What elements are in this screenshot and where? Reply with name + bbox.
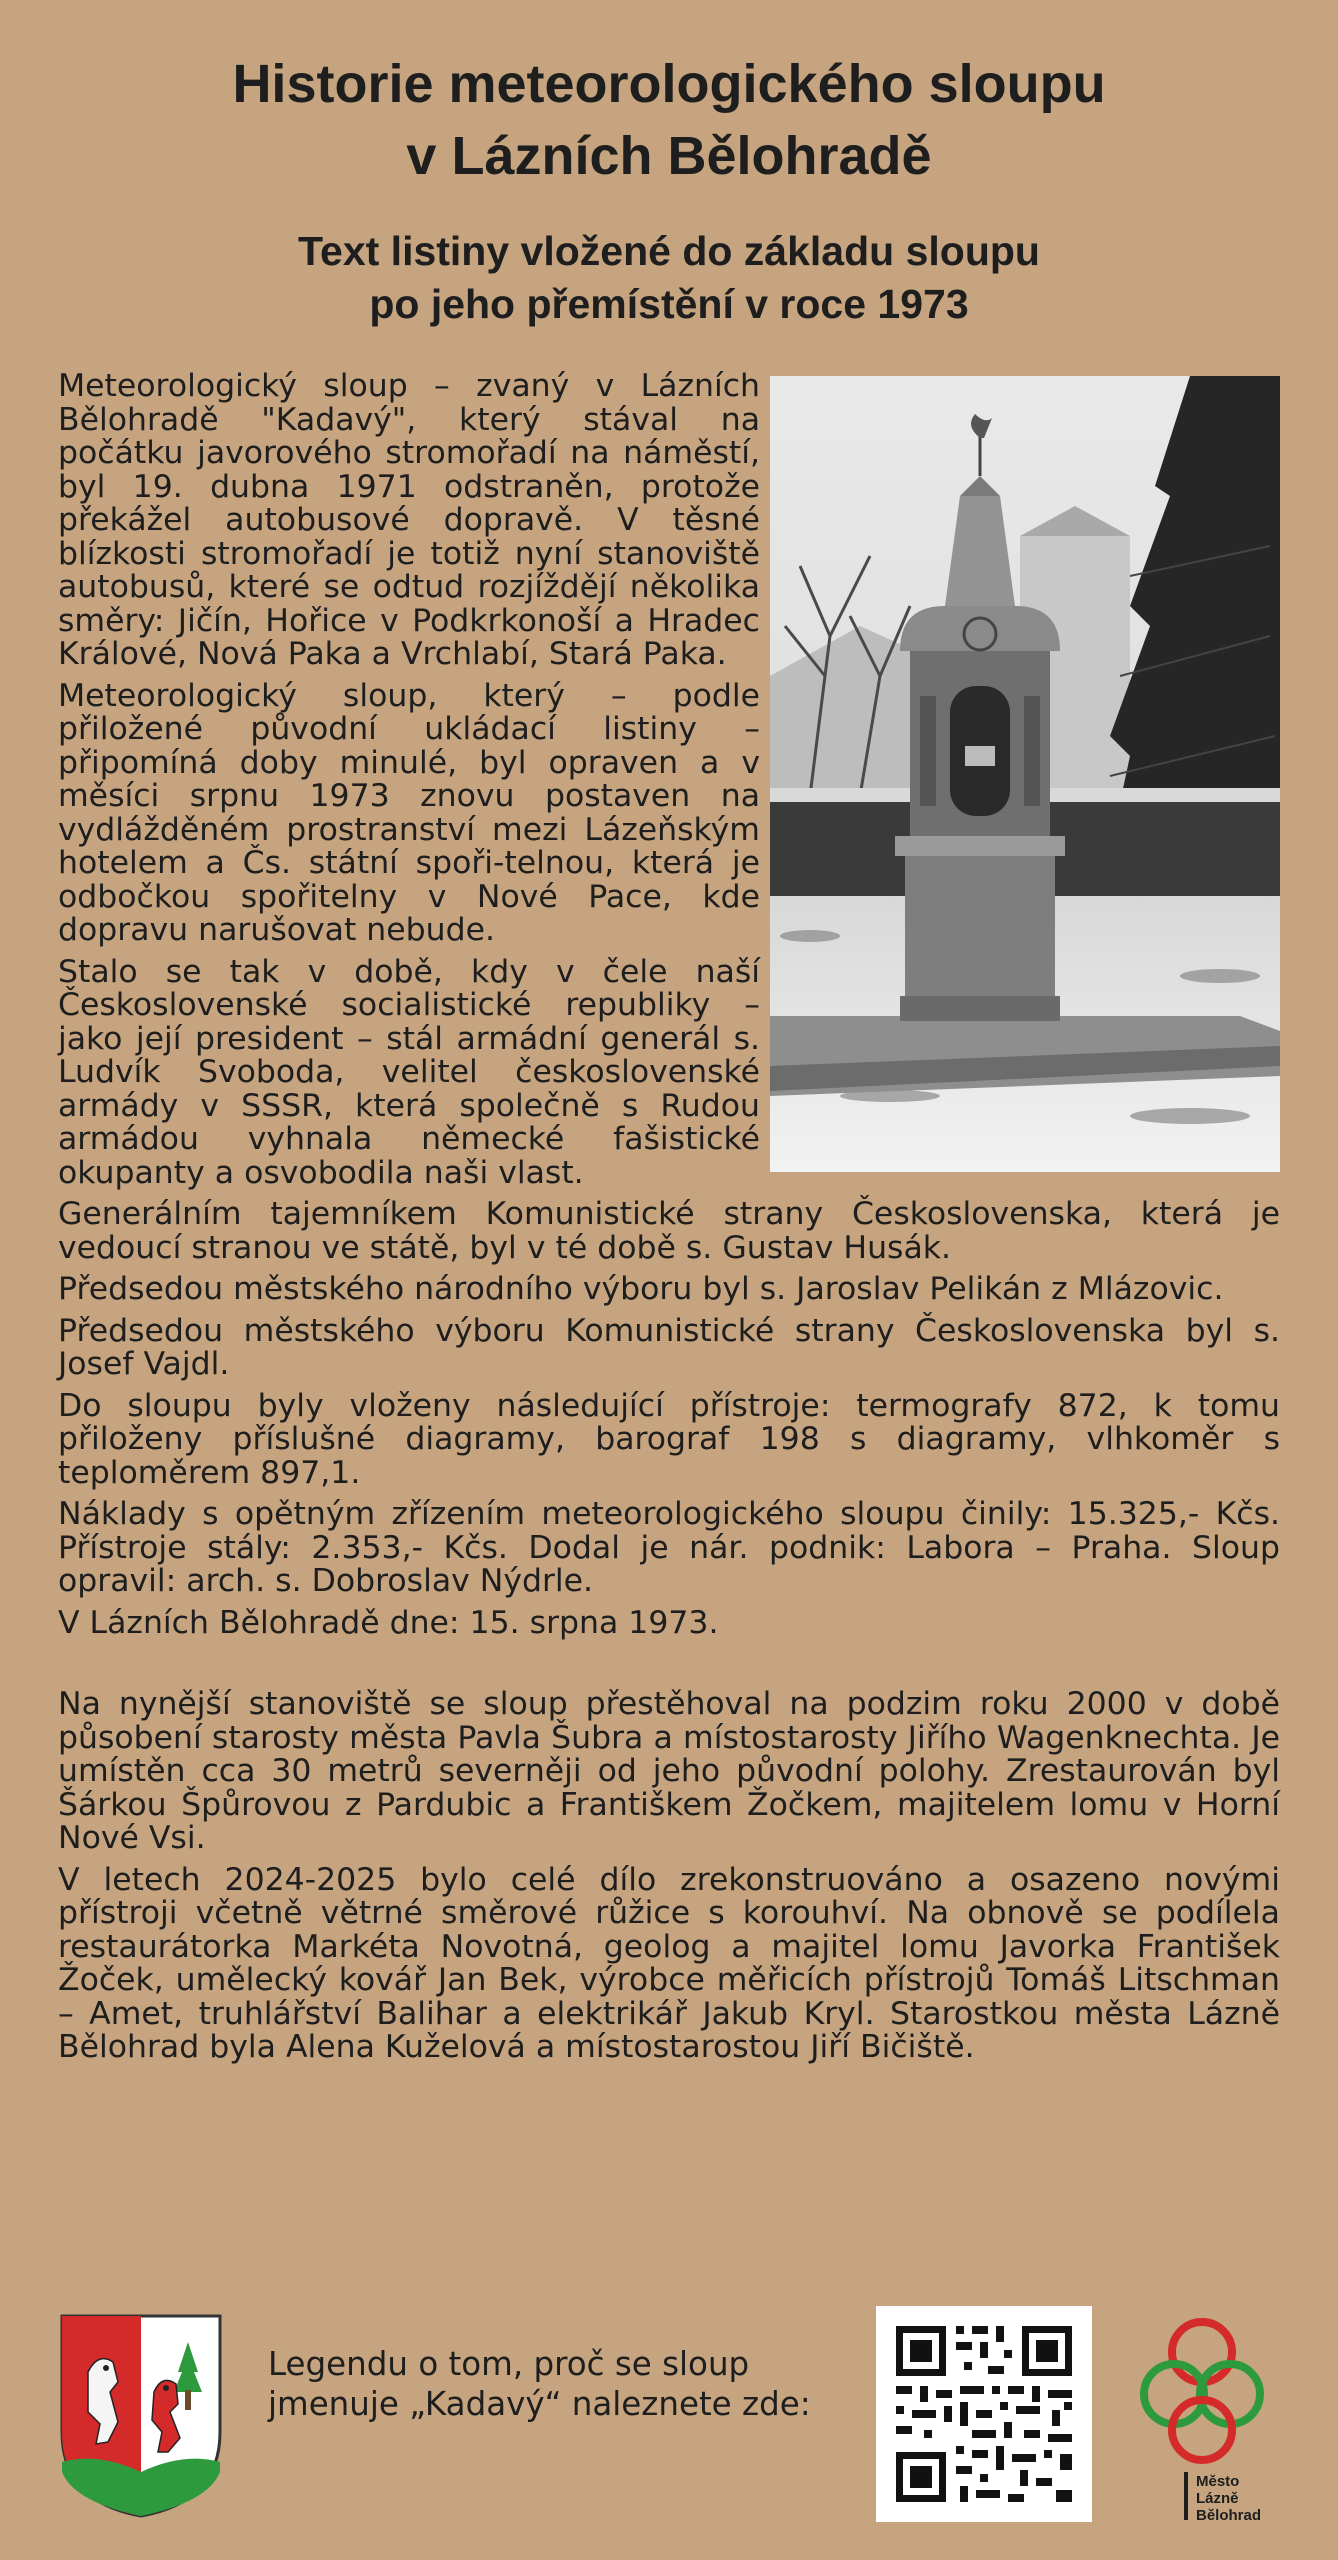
coat-of-arms-icon — [58, 2312, 224, 2520]
town-logo-icon — [1124, 2312, 1280, 2522]
section-gap — [58, 1648, 1280, 1688]
subtitle-line-1: Text listiny vložené do základu sloupu — [298, 228, 1040, 274]
paragraph: Do sloupu byly vloženy následující přístroje: termografy 872, k tomu přiloženy příslušné diagramy, barograf 198 s diagramy, vlhkoměr s teploměrem 897,1. — [58, 1387, 1280, 1491]
qr-code-icon — [876, 2306, 1092, 2522]
paragraph-modern: V letech 2024-2025 bylo celé dílo zrekonstruováno a osazeno novými přístroji včetně větrné směrové růžice s korouhví. Na obnově se podílela restaurátorka Markéta Novotná, geolog a majitel lomu Javorka František Žoček, umělecký kovář Jan Bek, výrobce měřicích přístrojů Tomáš Litschman – Amet, truhlářství Balihar a elektrikář Jakub Kryl. Starostkou města Lázně Bělohrad byla Alena Kuželová a místostarostou Jiří Bičiště. — [58, 1861, 1280, 2065]
paragraph: Meteorologický sloup – zvaný v Lázních Bělohradě "Kadavý", který stával na počátku javorového stromořadí na náměstí, byl 19. dubna 1971 odstraněn, protože překážel autobusové dopravě. V těsné blízkosti stromořadí je totiž nyní stanoviště autobusů, které se odtud rozjíždějí několika směry: Jičín, Hořice v Podkrkonoší a Hradec Králové, Nová Paka a Vrchlabí, Stará Paka. — [58, 368, 760, 672]
paragraph: Meteorologický sloup, který – podle přiložené původní ukládací listiny – připomíná doby minulé, byl opraven a v měsíci srpnu 1973 znovu postaven na vydlážděném prostranství mezi Lázeňským hotelem a Čs. státní spoři-telnou, která je odbočkou spořitelny v Nové Pace, kde dopravu narušovat nebude. — [58, 677, 760, 948]
title-line-2: v Lázních Bělohradě — [406, 126, 932, 186]
paragraph: Předsedou městského výboru Komunistické strany Československa byl s. Josef Vajdl. — [58, 1312, 1280, 1382]
legend-text — [268, 2344, 848, 2424]
paragraph: Náklady s opětným zřízením meteorologického sloupu činily: 15.325,- Kčs. Přístroje stály: 2.353,- Kčs. Dodal je nár. podnik: Labora – Praha. Sloup opravil: arch. s. Dobroslav Nýdrle. — [58, 1496, 1280, 1599]
photo-spacer — [760, 370, 1280, 1175]
body-text — [58, 370, 1280, 2073]
qr-code[interactable] — [876, 2306, 1092, 2522]
paragraph-modern: Na nynější stanoviště se sloup přestěhoval na podzim roku 2000 v době působení starosty města Pavla Šubra a místostarosty Jiřího Wagenknechta. Je umístěn cca 30 metrů severněji od jeho původní polohy. Zrestaurován byl Šárkou Špůrovou z Pardubic a Františkem Žočkem, majitelem lomu v Horní Nové Vsi. — [58, 1686, 1280, 1856]
logo-text-1: Město — [1196, 2473, 1240, 2490]
subtitle-line-2: po jeho přemístění v roce 1973 — [369, 281, 969, 327]
logo-text-2: Lázně — [1196, 2490, 1239, 2507]
legend-line-1: Legendu o tom, proč se sloup — [268, 2345, 750, 2383]
page-subtitle — [0, 225, 1338, 331]
paragraph: V Lázních Bělohradě dne: 15. srpna 1973. — [58, 1604, 719, 1641]
logo-text-3: Bělohrad — [1196, 2507, 1262, 2522]
paragraph: Předsedou městského národního výboru byl s. Jaroslav Pelikán z Mlázovic. — [58, 1271, 1224, 1307]
legend-line-2: jmenuje „Kadavý“ naleznete zde: — [268, 2385, 811, 2423]
paragraph: Stalo se tak v době, kdy v čele naší Československé socialistické republiky – jako její president – stál armádní generál s. Ludvík Svoboda, velitel československé armády v SSSR, která společně s Rudou armádou vyhnala německé fašistické okupanty a osvobodila naši vlast. — [58, 953, 760, 1191]
page-title — [0, 48, 1338, 192]
title-line-1: Historie meteorologického sloupu — [232, 54, 1106, 114]
paragraph: Generálním tajemníkem Komunistické strany Československa, která je vedoucí stranou ve státě, byl v té době s. Gustav Husák. — [58, 1196, 1280, 1266]
